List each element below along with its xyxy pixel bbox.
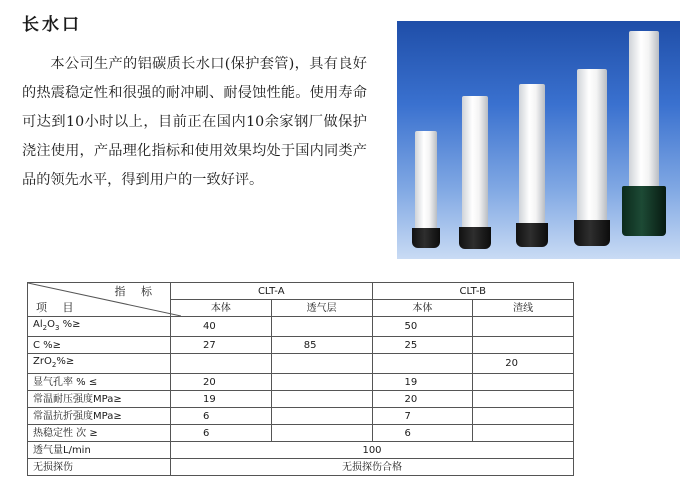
- table-cell: 50: [372, 317, 473, 337]
- table-cell: 19: [372, 374, 473, 391]
- table-row: [28, 374, 574, 391]
- spec-table: [27, 282, 574, 476]
- table-cell: [271, 408, 372, 425]
- table-cell: [271, 317, 372, 337]
- subheader: 本体: [372, 300, 473, 317]
- product-photo: [397, 21, 680, 259]
- table-cell: 40: [171, 317, 272, 337]
- table-cell: [271, 374, 372, 391]
- corner-top-label: 指 标: [114, 285, 158, 298]
- table-cell: 6: [171, 408, 272, 425]
- row-label: 常温抗折强度MPa≥: [28, 408, 171, 425]
- table-row: [28, 337, 574, 354]
- corner-header: [28, 283, 171, 317]
- intro-paragraph: 本公司生产的铝碳质长水口(保护套管)，具有良好的热震稳定性和很强的耐冲刷、耐侵蚀性能。使用寿命可达到10小时以上，目前正在国内10余家钢厂做保护浇注使用，产品理化指标和使用效果均处于国内同类产品的领先水平，得到用户的一致好评。: [22, 56, 367, 188]
- row-label: ZrO$_2$%≥: [28, 354, 171, 374]
- table-row: [28, 425, 574, 442]
- table-row: [28, 317, 574, 337]
- table-cell: [473, 408, 574, 425]
- row-label: $Al_2O_3$ %≥: [28, 317, 171, 337]
- row-label: 常温耐压强度MPa≥: [28, 391, 171, 408]
- table-cell: [473, 317, 574, 337]
- table-cell: 无损探伤合格: [171, 459, 574, 476]
- table-row: [28, 354, 574, 374]
- table-row: [28, 442, 574, 459]
- row-label: 透气量L/min: [28, 442, 171, 459]
- corner-bottom-label: 项 目: [36, 301, 80, 314]
- table-cell: [473, 374, 574, 391]
- table-cell: [171, 354, 272, 374]
- table-cell: 20: [473, 354, 574, 374]
- table-cell: 20: [372, 391, 473, 408]
- table-cell: 27: [171, 337, 272, 354]
- row-label: 显气孔率 % ≤: [28, 374, 171, 391]
- table-cell: 7: [372, 408, 473, 425]
- tube-5: [629, 31, 659, 236]
- group-a-header: CLT-A: [171, 283, 373, 300]
- table-cell: [473, 337, 574, 354]
- tube-3: [519, 84, 545, 247]
- subheader: 本体: [171, 300, 272, 317]
- tube-2: [462, 96, 488, 249]
- page-title: 长水口: [22, 15, 82, 35]
- table-row: [28, 408, 574, 425]
- table-cell: 100: [171, 442, 574, 459]
- tube-4: [577, 69, 607, 246]
- row-label: C %≥: [28, 337, 171, 354]
- table-cell: 6: [372, 425, 473, 442]
- table-cell: [271, 425, 372, 442]
- table-cell: 85: [271, 337, 372, 354]
- table-row: [28, 459, 574, 476]
- table-cell: [271, 354, 372, 374]
- table-cell: 6: [171, 425, 272, 442]
- subheader: 透气层: [271, 300, 372, 317]
- table-cell: 20: [171, 374, 272, 391]
- tube-1: [415, 131, 437, 248]
- subheader: 渣线: [473, 300, 574, 317]
- table-cell: 25: [372, 337, 473, 354]
- table-cell: [271, 391, 372, 408]
- table-cell: 19: [171, 391, 272, 408]
- row-label: 无损探伤: [28, 459, 171, 476]
- table-row: [28, 391, 574, 408]
- table-cell: [473, 391, 574, 408]
- table-cell: [372, 354, 473, 374]
- group-b-header: CLT-B: [372, 283, 574, 300]
- row-label: 热稳定性 次 ≥: [28, 425, 171, 442]
- table-cell: [473, 425, 574, 442]
